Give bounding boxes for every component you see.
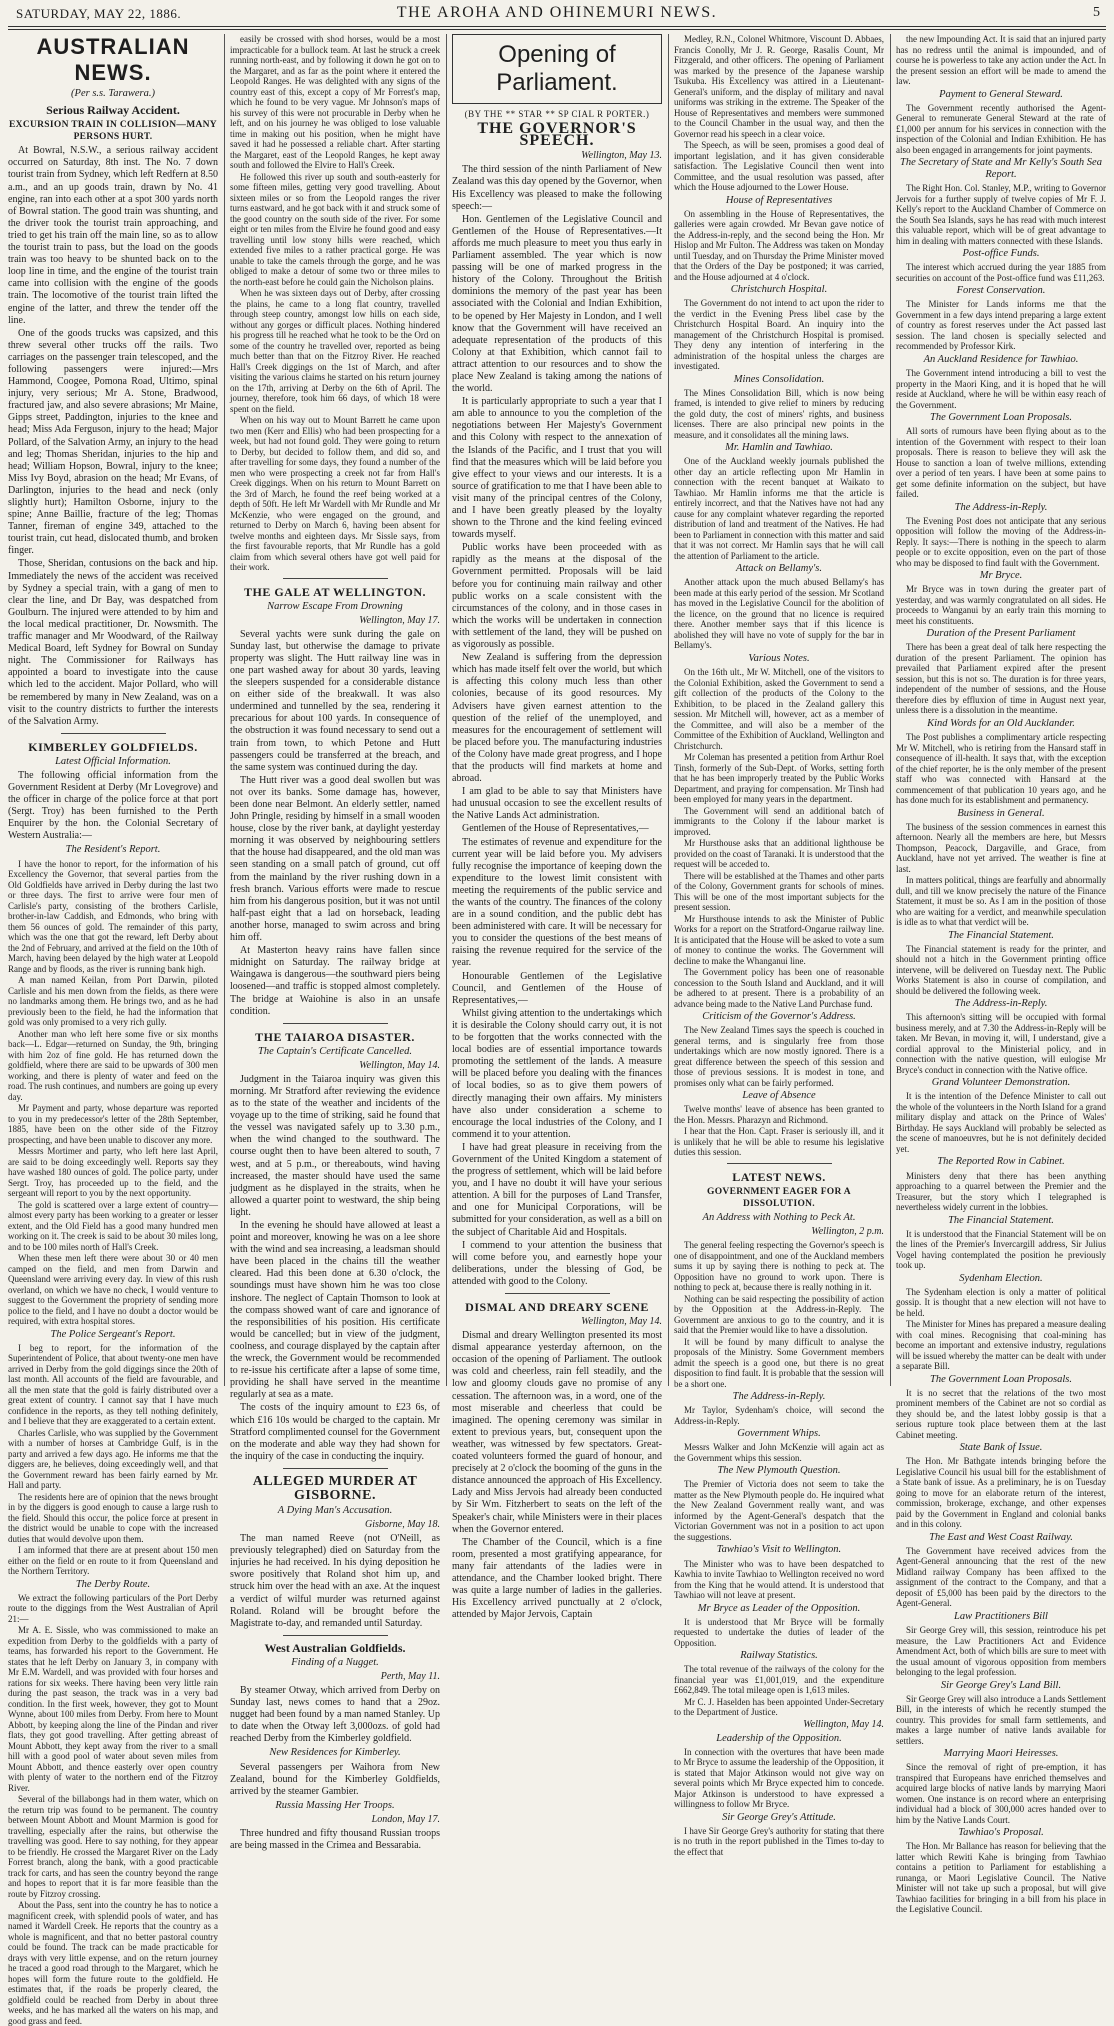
article-paragraph: The Government policy has been one of reasonable concession to the South Island and Auckland, and it will be adhered to at present. There is a probability of an advance being made to the Native Land Purchase fund.	[674, 967, 884, 1009]
article-subheading: Post-office Funds.	[962, 248, 1040, 260]
australian-news-heading: AUSTRALIAN NEWS.	[36, 34, 190, 85]
article-paragraph: Ministers deny that there has been anything approaching to a quarrel between the Premier and the Treasurer, but the story which I telegraphed is nevertheless widely current in the lobbies.	[896, 1170, 1106, 1212]
article-paragraph: Nothing can be said respecting the possibility of action by the Opposition at the Address-in-Reply. The Government are anxious to go to the country, and it is said that the Premier would like to have a dissolution.	[674, 1293, 884, 1336]
article-subheading: Narrow Escape From Drowning	[267, 600, 403, 612]
article-paragraph: The Sydenham election is only a matter of political gossip. It is thought that a new election will not have to be held.	[896, 1286, 1106, 1318]
article-paragraph: I hear that the Hon. Capt. Fraser is seriously ill, and it is unlikely that he will be able to resume his legislative duties this session.	[674, 1126, 884, 1158]
section-rule	[505, 1293, 610, 1294]
article-subheading: Tawhiao's Visit to Wellington.	[716, 1544, 842, 1556]
article-paragraph: It is the intention of the Defence Minister to call out the whole of the volunteers in the North Island for a grand military display and attack on the Prince of Wales' Birthday. He says Auckland will probably be selected as the scene of manoeuvres, but he is not definitely decided yet.	[896, 1091, 1106, 1154]
article-paragraph: Honourable Gentlemen of the Legislative Council, and Gentlemen of the House of Representatives,—	[452, 970, 662, 1006]
article-subheading: Sir George Grey's Attitude.	[722, 1811, 836, 1823]
article-paragraph: The Hutt river was a good deal swollen but was not over its banks. Some damage has, however, been done near Belmont. An elderly settler, named John Pringle, residing by himself in a small wooden house, close by the river bank, at daylight yesterday morning it was observed by neighbouring settlers that the house had disappeared, and the old man was seen standing on a small patch of ground, cut off from the mainland by the river rushing down in a fresh branch. Various efforts were made to rescue him from his dangerous position, but it was not until half-past eight that a lad on horseback, leading another horse, managed to swim across and bring him off.	[230, 774, 440, 944]
article-paragraph: The Hon. Mr Bathgate intends bringing before the Legislative Council his usual bill for the establishment of a State bank of issue. As a preliminary, he is on Tuesday going to move for an elaborate return of the interest, commission, brokerage, exchange, and other expenses paid by the Government in England and colonial banks and in this colony.	[896, 1456, 1106, 1530]
article-paragraph: Whilst giving attention to the undertakings which it is desirable the Colony should carry out, it is not to be forgotten that the works connected with the local bodies are of essential importance towards promoting the settlement of the lands. A measure will be placed before you dealing with the finances of local bodies, so as to give them powers of directly managing their own affairs. My ministers have also under consideration a scheme to encourage the local industries of the Colony, and I commend it to your attention.	[452, 1007, 662, 1140]
article-subheading: Finding of a Nugget.	[291, 1656, 379, 1668]
article-paragraph: On the 16th ult., Mr W. Mitchell, one of the visitors to the Colonial Exhibition, asked the Government to send a gift collection of the products of the Colony to the Exhibition, to be placed in the Zealand gallery this session. Mr Mitchell will, however, act as a member of the Committee, and will also be a member of the Committee of the Exhibition of Auckland, Wellington and Christchurch.	[674, 667, 884, 751]
article-paragraph: Messrs Mortimer and party, who left here last April, are said to be doing exceedingly well. Reports say they have washed 180 ounces of gold. The police party, under Sergt. Troy, has proceeded up to the field, and the sergeant will report to you by the next opportunity.	[8, 1146, 218, 1199]
article-paragraph: Those, Sheridan, contusions on the back and hip. Immediately the news of the accident was received by Sydney a special train, with a gang of men to clear the line, and Dr Bay, was despatched from Goulburn. The injured were attended to by him and the local medical practitioner, Dr. Nowsmith. The traffic manager and Mr Woodward, of the Railway Medical Board, left Sydney for Bowral on Sunday night. The Commissioner for Railways has appointed a board to investigate into the cause which led to the accident. Major Pollard, who will be remembered by many in New Zealand, was on a visit to the country districts to further the interests of the Salvation Army.	[8, 558, 218, 727]
article-paragraph: I am informed that there are at present about 150 men either on the field or en route to it from Queensland and the Northern Territory.	[8, 1545, 218, 1577]
section-rule	[727, 1163, 832, 1164]
section-rule	[283, 578, 388, 579]
column-4	[674, 34, 884, 1857]
article-subheading: Tawhiao's Proposal.	[958, 1827, 1044, 1839]
article-paragraph: When these men left there were about 30 or 40 men camped on the field, and men from Darwin and Queensland were arriving every day. In view of this rush overland, on which we have no check, I would venture to suggest to the Government the propriety of sending more police to the field, and I have no doubt a doctor would be required, with extra hospital stores.	[8, 1253, 218, 1327]
article-subheading: Duration of the Present Parliament	[926, 628, 1076, 640]
article-subheading: State Bank of Issue.	[959, 1442, 1043, 1454]
article-paragraph: When he was sixteen days out of Derby, after crossing the plains, he came to a long flat country, travelled through steep country, amongst low hills on each side, without any gorges or difficult places. Nothing hindered his progress till he reached what he took to be the Ord on some of the country he travelled over, reported as being much better than that on the Fitzroy River. He reached Hall's Creek diggings on the 1st of March, and after visiting the various claims he started on his return journey on the 17th, arriving at Derby on the 6th of April. The journey, therefore, took him 66 days, of which 18 were spent on the field.	[230, 288, 440, 414]
article-paragraph: He followed this river up south and south-easterly for some fifteen miles, getting very good travelling. About sixteen miles or so from the Leopold ranges the river turns eastward, and he got back with it and struck some of the good country on the south side of the river. For some eight or ten miles from the Elvire he found good and easy travelling until low stony hills were reached, which extended five miles to a rather practical gorge. He was unable to take the camels through the gorge, and he was obliged to make a detour of some two or three miles to the north-east before he could gain the Nicholson plains.	[230, 171, 440, 287]
article-subheading: The Address-in-Reply.	[732, 1391, 826, 1403]
article-paragraph: Mr Payment and party, whose departure was reported to you in my predecessor's letter of the 28th September, 1885, have been on the other side of the Fitzroy prospecting, and have been unable to discover any more.	[8, 1103, 218, 1145]
article-subheading: Mr Bryce as Leader of the Opposition.	[697, 1602, 861, 1614]
article-paragraph: Gentlemen of the House of Representatives,—	[462, 823, 649, 835]
article-paragraph: Judgment in the Taiaroa inquiry was given this morning. Mr Stratford after reviewing the evidence as to the state of the weather and incidents of the voyage up to the time of striking, said he found that the vessel was navigated safely up to 3.30 p.m., when the wind changed to the southward. The course ought then to have been altered to south, 7 west, and at 5 p.m., or thereabouts, wind having increased, the master should have used the same judgment as he displayed in the straits, when he allowed a quarter point to westward, the ship being light.	[230, 1073, 440, 1218]
article-paragraph: The gold is scattered over a large extent of country—almost every party has been working to a greater or lesser extent, and the Old Field has a good many hundred men working on it. The creek is said to be about 30 miles long, and to be 100 miles north of Hall's Creek.	[8, 1199, 218, 1252]
article-subheading: The Address-in-Reply.	[954, 998, 1048, 1010]
article-paragraph: The Chamber of the Council, which is a fine room, presented a most gratifying appearance, for many fair attendants of the ladies were in attendance, and the Chamber looked bright. There was quite a large number of ladies in the galleries. His Excellency arrived punctually at 2 o'clock, attended by Major Jervois, Captain	[452, 1536, 662, 1621]
article-subheading: The New Plymouth Question.	[717, 1465, 841, 1477]
dateline: Wellington, 2 p.m.	[811, 1226, 884, 1238]
article-subheading: Mines Consolidation.	[733, 373, 825, 385]
article-paragraph: The following official information from the Government Resident at Derby (Mr Lovegrove) and the officer in charge of the police force at that port (Sergt. Troy) has been furnished to the Perth Enquirer by the hon. the Colonial Secretary of Western Australia:—	[8, 769, 218, 842]
article-subheading: The Captain's Certificate Cancelled.	[258, 1045, 412, 1057]
article-paragraph: the new Impounding Act. It is said that an injured party has no redress until the animal is impounded, and of course he is powerless to take any action under the Act. In the present session an effort will be made to amend the law.	[896, 34, 1106, 86]
article-heading: THE GALE AT WELLINGTON.	[243, 584, 426, 599]
article-paragraph: The Minister for Lands informs me that the Government in a few days intend preparing a large extent of country as forest reserves under the Act passed last session. The land chosen is specially selected and recommended by Professor Kirk.	[896, 299, 1106, 352]
article-heading: THE GOVERNOR'S SPEECH.	[477, 120, 637, 150]
article-paragraph: Messrs Walker and John McKenzie will again act as the Government whips this session.	[674, 1442, 884, 1463]
article-subheading: House of Representatives	[725, 194, 833, 206]
article-paragraph: The New Zealand Times says the speech is couched in general terms, and is singularly free from those undertakings which are now mostly ignored. There is a great difference between the speech of this session and those of previous sessions. It is modest in tone, and promises only what can be fairly performed.	[674, 1025, 884, 1088]
section-rule	[283, 1023, 388, 1024]
section-rule	[61, 733, 166, 734]
article-paragraph: I beg to report, for the information of the Superintendent of Police, that about twenty-one men have arrived in Derby from the gold diggings since the 20th of last month. All accounts of the field are favourable, and all the men state that the gold is fairly distributed over a great extent of country. I cannot say that I have much confidence in the reports, as they tell nothing definitely, and I believe that they are exaggerated to a certain extent.	[8, 1342, 218, 1427]
article-paragraph: There will be established at the Thames and other parts of the Colony, Government grants for schools of mines. This will be one of the most important subjects for the present session.	[674, 870, 884, 913]
article-paragraph: Several passengers per Waihora from New Zealand, bound for the Kimberley Goldfields, arrived by the steamer Gambier.	[230, 1761, 440, 1797]
article-heading: LATEST NEWS.	[732, 1169, 826, 1184]
article-subheading: Sir George Grey's Land Bill.	[940, 1679, 1062, 1691]
column-3	[452, 34, 662, 1621]
column-4b-anchor	[674, 34, 884, 35]
article-subheading: Mr. Hamlin and Tawhiao.	[725, 442, 833, 454]
article-subheading: The Police Sergeant's Report.	[50, 1328, 176, 1340]
article-paragraph: The residents here are of opinion that the news brought in by the diggers is good enough to cause a large rush to the field. Should this occur, the police force at present in the district would be unable to cope with the increased duties that would devolve upon them.	[8, 1491, 218, 1544]
article-paragraph: The Financial statement is ready for the printer, and should not a hitch in the Government printing office intervene, will be delivered on Tuesday next. The Public Works Statement is also in course of compilation, and should be delivered the following week.	[896, 943, 1106, 996]
article-paragraph: Sir George Grey will also introduce a Lands Settlement Bill, in the interests of which he recently stumped the country. This provides for small farm settlements, and makes a large number of native lands available for settlers.	[896, 1693, 1106, 1746]
dateline: Wellington, May 17.	[359, 614, 440, 626]
column-divider	[890, 34, 891, 1386]
column-divider	[668, 34, 669, 1386]
page-number: 5	[1093, 5, 1100, 20]
article-paragraph: Sir George Grey will, this session, reintroduce his pet measure, the Law Practitioners Act and Evidence Amendment Act, both of which bills are sure to meet with the usual amount of vigorous opposition from members belonging to the legal profession.	[896, 1625, 1106, 1678]
article-paragraph: This afternoon's sitting will be occupied with formal business merely, and at 7.30 the Address-in-Reply will be taken. Mr Bevan, in moving it, will, I understand, give a cordial approval to the Ministerial policy, and in connection with the native question, will eulogise Mr Bryce's conduct in connection with the Native office.	[896, 1012, 1106, 1075]
article-paragraph: Twelve months' leave of absence has been granted to the Hon. Messrs. Pharazyn and Richmond.	[674, 1104, 884, 1125]
article-subheading: The Financial Statement.	[948, 1214, 1054, 1226]
article-paragraph: New Zealand is suffering from the depression which has made itself felt over the world, but which is affecting this colony much less than other colonies, because of its good resources. My Advisers have given earnest attention to the question of the relief of the unemployed, and measures for the encouragement of settlement will be placed before you. The manufacturing industries of the Colony have made great progress, and I hope that the products will find markets at home and abroad.	[452, 652, 662, 785]
article-subheading: The Secretary of State and Mr Kelly's South Sea Report.	[900, 157, 1102, 181]
article-paragraph: It is no secret that the relations of the two most prominent members of the Cabinet are not so cordial as they should be, and the latest lobby gossip is that a serious rupture took place between them at the last Cabinet meeting.	[896, 1387, 1106, 1440]
article-subheading: Russia Massing Her Troops.	[275, 1799, 395, 1811]
article-subheading: Forest Conservation.	[956, 285, 1046, 297]
article-paragraph: The Government recently authorised the Agent-General to remunerate General Steward at the rate of £1,000 per annum for his services in connection with the inspection of the Colonial and Indian Exhibition. He has also been engaged in arrangements for joint payments.	[896, 102, 1106, 155]
article-paragraph: A man named Keilan, from Port Darwin, piloted Carlisle and his men down from the fields, as there were no landmarks among them. He brings two, and as he had previously been to the field, he had the information that gold was only promised to a very rich gully.	[8, 975, 218, 1028]
article-paragraph: The Government have received advices from the Agent-General announcing that the rest of the new Midland railway Company has been affixed to the assignment of the contract to the Company, and that a deposit of £5,000 has been paid by the directors to the Agent-General.	[896, 1545, 1106, 1609]
article-paragraph: One of the Auckland weekly journals published the other day an article reflecting upon Mr Hamlin in connection with the recent banquet at Waikato to Tawhiao. Mr Hamlin informs me that the article is entirely incorrect, and that the Natives have not had any cause for any complaint whatever regarding the reported distribution of land and treatment of the Natives. He had been to Parliament in connection with this matter and said that it was not correct. Mr Hamlin says that he will call the attention of Parliament to the article.	[674, 456, 884, 561]
section-rule	[283, 1635, 388, 1636]
article-heading: KIMBERLEY GOLDFIELDS.	[28, 739, 198, 754]
article-paragraph: I have had great pleasure in receiving from the Government of the United Kingdom a statement of the progress of settlement, which will be laid before you, and I have no doubt it will have your serious attention. A bill for the purposes of Land Transfer, and one for Municipal Corporations, will be submitted for your consideration, as well as a bill on the subject of Charitable Aid and Hospitals.	[452, 1141, 662, 1238]
column-2	[230, 34, 440, 1852]
byline: (BY THE ** STAR ** SP CIAL R PORTER.)	[464, 109, 650, 119]
article-paragraph: The estimates of revenue and expenditure for the current year will be laid before you. My advisers fully recognise the importance of keeping down the expenditure to the lowest limit consistent with meeting the requirements of the public service and the wants of the country. The finances of the colony are in a sound condition, and the public debt has been administered with care. It will be necessary for you to consider the questions of the best means of raising the revenue required for the service of the year.	[452, 836, 662, 969]
article-paragraph: On assembling in the House of Representatives, the galleries were again crowded. Mr Bevan gave notice of the Address-in-reply, and the second being the Hon. Mr Hislop and Mr Fulton. The Address was taken on Monday until Tuesday, and on Thursday the Prime Minister moved that the Orders of the Day be postponed; it was carried, and the House adjourned at 4 o'clock.	[674, 208, 884, 282]
section-rule	[283, 1468, 388, 1469]
article-paragraph: The interest which accrued during the year 1885 from securities on account of the Post-office fund was £11,263.	[896, 262, 1106, 283]
article-subheading: An Address with Nothing to Peck At.	[702, 1211, 856, 1223]
article-subheading: Latest Official Information.	[55, 755, 171, 767]
source-line: (Per s.s. Tarawera.)	[71, 88, 155, 99]
article-subheading: The Derby Route.	[75, 1578, 151, 1590]
article-paragraph: The costs of the inquiry amount to £23 6s, of which £16 10s would be charged to the captain. Mr Stratford complimented counsel for the Government on the moderate and able way they had shown for the inquiry of the case in conducting the inquiry.	[230, 1402, 440, 1462]
article-paragraph: The Mines Consolidation Bill, which is now being framed, is intended to give relief to miners by reducing the gold duty, the cost of miners' rights, and business licenses. There are also principal new points in the measure, and it consolidates all the mining laws.	[674, 387, 884, 440]
article-paragraph: I commend to your attention the business that will come before you, and earnestly hope your deliberations, under the blessing of God, be attended with good to the Colony.	[452, 1239, 662, 1287]
article-paragraph: Mr Taylor, Sydenham's choice, will second the Address-in-Reply.	[674, 1405, 884, 1426]
article-subheading: The Government Loan Proposals.	[930, 412, 1072, 424]
dateline: Gisborne, May 18.	[365, 1518, 440, 1530]
article-subheading: New Residences for Kimberley.	[269, 1747, 401, 1759]
article-subheading: Business in General.	[957, 807, 1045, 819]
article-subheading: Government Whips.	[737, 1428, 821, 1440]
article-subheading: A Dying Man's Accusation.	[277, 1504, 393, 1516]
issue-date: SATURDAY, MAY 22, 1886.	[16, 6, 182, 21]
article-paragraph: easily be crossed with shod horses, would be a most impracticable for a bullock team. At last he struck a creek running north-east, and by following it down he got on to the Margaret, and as far as the point where it entered the Leopold Ranges. He was delighted with any signs of the country east of this, except a copy of Mr Forrest's map, which he found to be very vague. Mr Johnson's maps of his survey of this were not procurable in Derby when he left, and on his journey he was obliged to lose valuable time in making out his position, when he might have saved it had he possessed a reliable chart. After starting the Margaret, east of the Leopold Ranges, he kept away south and followed the Elvire to Hall's Creek.	[230, 34, 440, 170]
article-paragraph: The Post publishes a complimentary article respecting Mr W. Mitchell, who is retiring from the Hansard staff in consequence of ill-health. It says that, with the exception of the chief reporter, he is the only member of the present staff who was connected with Hansard at the commencement of that publication 10 years ago, and he has done much for its establishment and permanency.	[896, 732, 1106, 806]
article-paragraph: In the evening he should have allowed at least a point and moreover, knowing he was on a lee shore with the wind and sea increasing, a leadsman should have been placed in the chains till the weather cleared. Had this been done at 6.30 o'clock, the soundings must have shown him he was too close inshore. The neglect of Captain Thomson to look at the compass showed want of care and ignorance of the responsibilities of his position. His certificate would be cancelled; but in view of the judgment, coolness, and courage displayed by the captain after the wreck, the Government would be recommended to re-issue his certificate after a lapse of some time, providing he shall have served in the meantime regularly at sea as a mate.	[230, 1220, 440, 1401]
article-heading: THE TAIAROA DISASTER.	[255, 1029, 415, 1044]
article-paragraph: Mr C. J. Haselden has been appointed Under-Secretary to the Department of Justice.	[674, 1696, 884, 1718]
article-subheading: The Resident's Report.	[65, 844, 161, 856]
article-paragraph: Another attack upon the much abused Bellamy's has been made at this early period of the session. Mr Scotland has moved in the Legislative Council for the abolition of the licence, on the ground that no licence is required there. Another member says that if this licence is abolished they will have no vote of supply for the bar in Bellamy's.	[674, 577, 884, 651]
article-paragraph: Charles Carlisle, who was supplied by the Government with a number of horses at Cambridge Gulf, is in the party and arrived a few days ago. He informs me that the diggers are, he believes, doing exceedingly well, and that the Government reward has been fairly earned by Mr. Hall and party.	[8, 1427, 218, 1491]
article-paragraph: Mr Hursthouse intends to ask the Minister of Public Works for a report on the Stratford-Ongarue railway line. It is anticipated that the House will be asked to vote a sum of money to continue the works. The Government will decline to make the Whanganui line.	[674, 913, 884, 966]
article-paragraph: Public works have been proceeded with as rapidly as the means at the disposal of the Government permitted. Proposals will be laid before you for continuing main railway and other public works on a scale consistent with the circumstances of the colony, and in those cases in which the works will be undertaken in connection with settlement of the land, they will be pushed on as vigorously as possible.	[452, 542, 662, 651]
article-paragraph: We extract the following particulars of the Port Derby route to the diggings from the West Australian of April 21:—	[8, 1592, 218, 1624]
article-subheading: Kind Words for an Old Aucklander.	[927, 717, 1075, 729]
article-subheading: Criticism of the Governor's Address.	[702, 1011, 856, 1023]
article-subheading: The Government Loan Proposals.	[930, 1373, 1072, 1385]
article-paragraph: Dismal and dreary Wellington presented its most dismal appearance yesterday afternoon, on the occasion of the opening of Parliament. The outlook was cold and cheerless, rain fell steadily, and the low and gloomy clouds gave no promise of any cessation. The afternoon was, in a word, one of the most miserable and cheerless that could be imagined. The opening ceremony was similar in extent to previous years, but, consequent upon the weather, was witnessed by few spectators. Great-coated volunteers formed the guard of honour, and precisely at 2 o'clock the booming of the guns in the distance announced the approach of His Excellency. Lady and Miss Jervois had already been conducted by Sir Wm. Fitzherbert to seats on the left of the Speaker's chair, while Ministers were in their places when the Governor entered.	[452, 1330, 662, 1535]
article-paragraph: The Evening Post does not anticipate that any serious opposition will follow the moving of the Address-in-Reply. It says:—There is nothing in the speech to alarm people or to excite opposition, even on the part of those who may be disposed to find fault with the Government.	[896, 515, 1106, 568]
masthead	[0, 0, 1114, 26]
article-paragraph: The man named Reeve (not O'Neill, as previously telegraphed) died on Saturday from the injuries he had received. In his dying deposition he swore positively that Roland shot him up, and struck him over the head with an axe. At the inquest a verdict of wilful murder was returned against Roland. Roland will be brought before the Magistrate to-day, and remanded until Saturday.	[230, 1533, 440, 1629]
article-subheading: Mr Bryce.	[979, 570, 1023, 582]
article-paragraph: The third session of the ninth Parliament of New Zealand was this day opened by the Governor, when His Excellency was pleased to make the following speech:—	[452, 164, 662, 212]
article-paragraph: There has been a great deal of talk here respecting the duration of the present Parliament. The opinion has prevailed that Parliament expired after the present session, but this is not so. The duration is for three years, independent of the number of sessions, and the House therefore dies by effluxion of time in August next year, unless there is a dissolution in the meantime.	[896, 642, 1106, 716]
article-paragraph: The Government will send an additional batch of immigrants to the Colony if the labour market is improved.	[674, 805, 884, 837]
opening-of-parliament-banner: Opening of Parliament.	[452, 34, 662, 104]
article-paragraph: It is particularly appropriate to such a year that I am able to announce to you the completion of the negotiations between Her Majesty's Government and this Colony with respect to the annexation of the Islands of the Pacific, and I trust that you will find that the measures which will be laid before you give effect to your views and our interests. It is a source of gratification to me that I have been able to visit many of the principal centres of the Colony, and I have been greatly pleased by the loyalty shown to the Throne and the kind feeling evinced towards myself.	[452, 396, 662, 541]
article-paragraph: Another man who left here some five or six months back—L. Edgar—returned on Sunday, the 9th, bringing with him 2oz of fine gold. He has returned down the goldfield, where there are said to be upwards of 300 men working, and there is plenty of water and feed on the road. The rush continues, and numbers are going up every day.	[8, 1028, 218, 1102]
article-paragraph: Medley, R.N., Colonel Whitmore, Viscount D. Abbaes, Francis Conolly, Mr J. R. George, Rasalis Count, Mr Fitzgerald, and other officers. The opening of Parliament was marked by the presence of the Japanese warship Tsukuba. His Excellency was attired in a Lieutenant-General's uniform, and the display of military and naval uniforms was striking in the extreme. The Speaker of the House of Representatives and members were summoned to the Council Chamber in the usual way, and then the Governor read his speech in a clear voice.	[674, 34, 884, 139]
article-paragraph: All sorts of rumours have been flying about as to the intention of the Government with respect to their loan proposals. There is reason to believe they will ask the House to sanction a loan of twelve millions, extending over a period of ten years. I have been at some pains to get some definite information on the subject, but have failed.	[896, 426, 1106, 500]
article-paragraph: It is understood that Mr Bryce will be formally requested to undertake the duties of leader of the Opposition.	[674, 1616, 884, 1648]
column-divider	[224, 34, 225, 1386]
article-paragraph: The Premier of Victoria does not seem to take the matter as the New Plymouth people do. He inquired what the New Zealand Government really want, and was informed by the Agent-General's despatch that the Victorian Government was not in a position to act upon the suggestions.	[674, 1479, 884, 1542]
column-5	[896, 34, 1106, 1915]
article-paragraph: I have Sir George Grey's authority for stating that there is no truth in the report published in the Times to-day to the effect that	[674, 1825, 884, 1857]
article-paragraph: Hon. Gentlemen of the Legislative Council and Gentlemen of the House of Representatives.—It affords me much pleasure to meet you thus early in Parliament assembled. The year which is now passing will be one of marked progress in the history of the Colony. Throughout the British dominions the memory of the past year has been associated with the Colonial and Indian Exhibition, to be opened by Her Majesty in London, and I well know that the Government will have received an adequate representation of the products of this Colony at that Exhibition, which cannot fail to attract attention to our resources and to show the place New Zealand is taking among the nations of the world.	[452, 213, 662, 395]
article-paragraph: In matters political, things are fearfully and abnormally dull, and till we know precisely the nature of the Finance Statement, it must be so. As I am in the position of those who are waiting for a verdict, and meanwhile speculation is idle as to what that verdict will be.	[896, 875, 1106, 928]
article-subheading: Railway Statistics.	[740, 1650, 818, 1662]
newspaper-title: THE AROHA AND OHINEMURI NEWS.	[396, 4, 718, 21]
dateline: Wellington, May 14.	[359, 1059, 440, 1071]
article-paragraph: Several yachts were sunk during the gale on Sunday last, but otherwise the damage to private property was slight. The Hutt railway line was in one part washed away for about 30 yards, leaving the sleepers suspended for a considerable distance on either side of the breakwall. It was also undermined and tunnelled by the sea, rendering it precarious for about 100 yards. In consequence of the obstruction it was found necessary to send out a train from town, to which Petone and Hutt passengers could be transferred at the breach, and the same system was continued during the day.	[230, 628, 440, 773]
article-subheading: Law Practitioners Bill	[954, 1610, 1048, 1622]
article-paragraph: The business of the session commences in earnest this afternoon. Nearly all the members are here, but Messrs Thompson, Peacock, Dargaville, and Grace, from Auckland, have not yet arrived. The weather is fine at last.	[896, 821, 1106, 874]
article-paragraph: The Minister for Mines has prepared a measure dealing with coal mines. Recognising that coal-mining has become an important and extensive industry, regulations will be issued whereby the matter can be dealt with under a separate Bill.	[896, 1319, 1106, 1372]
dateline: Wellington, May 13.	[581, 150, 662, 162]
article-subheading: The Financial Statement.	[948, 929, 1054, 941]
article-subheading: An Auckland Residence for Tawhiao.	[923, 353, 1079, 365]
article-paragraph: The Speech, as will be seen, promises a good deal of important legislation, and it has given considerable satisfaction. The Legislative Council then went into Committee, and the usual resolution was passed, after which the House adjourned to the Lower House.	[674, 140, 884, 192]
article-paragraph: The Government intend introducing a bill to vest the property in the Maori King, and it is hoped that he will reside at Auckland, where he will be within easy reach of the Government.	[896, 368, 1106, 410]
dateline: Perth, May 11.	[380, 1670, 440, 1682]
article-paragraph: I have the honor to report, for the information of his Excellency the Governor, that several parties from the Old Goldfields have arrived in Derby during the last two or three days. The first to arrive were four men of Carlisle's party, consisting of the brothers Carlisle, brother-in-law Caddish, and Edmonds, who bring with them 56 ounces of gold. The remainder of this party, which was the one that got the reward, left Derby about the 2nd of February, and arrived at the field on the 10th of March, having been delayed by the high water at Leopold Range and by floods, as the river is running bank high.	[8, 858, 218, 974]
article-subheading: Christchurch Hospital.	[730, 284, 828, 296]
column-1	[8, 34, 218, 2026]
article-paragraph: Mr Coleman has presented a petition from Arthur Roel Tinsh, formerly of the Sub-Dept. of Works, setting forth that he has been improperly treated by the Public Works Department, and praying for compensation. Mr Tinsh had been employed for many years in the department.	[674, 752, 884, 805]
masthead-rule-top	[8, 26, 1106, 27]
article-subheading: The Address-in-Reply.	[954, 501, 1048, 513]
article-paragraph: Since the removal of right of pre-emption, it has transpired that Europeans have enriched themselves and acquired large blocks of native lands by marrying Maori women. One instance is on record where an enterprising individual had a block of 300,000 acres handed over to him by the Native Lands Court.	[896, 1762, 1106, 1825]
article-subheading: GOVERNMENT EAGER FOR A DISSOLUTION.	[707, 1186, 851, 1209]
article-paragraph: The Hon. Mr Ballance has reason for believing that the latter which Rewiti Kahe is bringing from Tawhiao contains a petition to Parliament for establishing a runanga, or Maori Legislative Council. The Native Minister will not take up such a proposal, but will give Tawhiao facilities for bringing in a bill from his place in the Legislative Council.	[896, 1841, 1106, 1915]
article-subheading: Sydenham Election.	[959, 1272, 1043, 1284]
article-heading: West Australian Goldfields.	[264, 1640, 406, 1655]
article-subheading: Leave of Absence	[742, 1090, 816, 1102]
article-subheading: Grand Volunteer Demonstration.	[931, 1077, 1071, 1089]
article-heading: ALLEGED MURDER AT GISBORNE.	[252, 1473, 418, 1503]
article-paragraph: I am glad to be able to say that Ministers have had unusual occasion to see the excellent results of the Native Lands Act administration.	[452, 786, 662, 822]
article-paragraph: The Government do not intend to act upon the rider to the verdict in the Evening Press libel case by the Christchurch Hospital Board. An inquiry into the management of the Christchurch Hospital is promised. They deny any intention of interfering in the administration of the hospital unless the charges are investigated.	[674, 298, 884, 372]
article-paragraph: The general feeling respecting the Governor's speech is one of disappointment, and one of the Auckland members sums it up by saying there is nothing to peck at. The Opposition have no ground to work upon. There is nothing to peck at, because there is really nothing in it.	[674, 1240, 884, 1293]
article-heading: DISMAL AND DREARY SCENE	[465, 1300, 649, 1314]
article-heading: Serious Railway Accident.	[46, 103, 180, 118]
article-paragraph: Three hundred and fifty thousand Russian troops are being massed in the Crimea and Bessarabia.	[230, 1828, 440, 1852]
article-paragraph: In connection with the overtures that have been made to Mr Bryce to assume the leadership of the Opposition, it is stated that Major Atkinson would not give way on several points which Mr Bryce expected him to concede. Major Atkinson is understood to have expressed a willingness to follow Mr Bryce.	[674, 1746, 884, 1810]
article-paragraph: Mr A. E. Sissle, who was commissioned to make an expedition from Derby to the goldfields with a party of teams, has forwarded his report to the Government. He states that he left Derby on January 3, in company with Mr E.M. Wardell, and was provided with four horses and rations for six weeks. There having been very little rain during the past season, the track was in a very bad condition. In the first week, however, they got to Mount Wynne, about 100 miles from Derby. From here to Mount Abbott, by keeping along the line of the Pindan and river flats, they got good travelling. After getting abreast of Mount Abbott, they kept away from the river to a small hill with a good pool of water about seven miles from Mount Abbott, and thence easterly over open country with plenty of water to the northern end of the Fitzroy River.	[8, 1625, 218, 1793]
article-paragraph: Several of the billabongs had in them water, which on the return trip was found to be permanent. The country between Mount Abbott and Mount Marmion is good for travelling, especially after the rains, but otherwise the travelling was good. Here to say nothing, for they appear to be friendly. He crossed the Margaret River on the Lady Forrest branch, along the bank, with a good practicable track for carts, and has seen the country beyond the range and hopes to report that it is far more feasible than the route by Fitzroy crossing.	[8, 1794, 218, 1899]
dateline: Wellington, May 14.	[581, 1316, 662, 1327]
column-divider	[446, 34, 447, 1386]
article-subheading: Marrying Maori Heiresses.	[943, 1748, 1059, 1760]
dateline: Wellington, May 14.	[803, 1718, 884, 1730]
article-paragraph: It is understood that the Financial Statement will be on the lines of the Premier's Invercargill address, Sir Julius Vogel having contemplated the position he previously took up.	[896, 1228, 1106, 1271]
article-paragraph: At Bowral, N.S.W., a serious railway accident occurred on Saturday, 8th inst. The No. 7 down tourist train from Sydney, which left Redfern at 8.50 a.m., and an up goods train, drawn by No. 41 engine, ran into each other at a spot 300 yards north of Bowral station. The good train was shunting, and the driver took the tourist train approaching, and tried to get his train off the main line, so as to allow the tourist train to pass, but the load on the goods train was too heavy to be shunted back on to the loop line in time, and the engine of the tourist train came into collision with the engine of the goods train. The locomotive of the tourist train lifted the engine of the latter, and threw the tender off the line.	[8, 145, 218, 326]
dateline: London, May 17.	[371, 1813, 440, 1825]
article-paragraph: When on his way out to Mount Barrett he came upon two men (Kerr and Ellis) who had been prospecting for a week, but had not found gold. They were going to return to Derby, but decided to follow them, and did so, and after travelling for some days, they found a number of the men who were prospecting a creek not far from Hall's Creek diggings. When on his return to Mount Barrett on the 3rd of March, he found the reef being worked at a depth of 50ft. He left Mr Wardell with Mr Rundle and Mr McKenzie, who were engaged on the ground, and returned to Derby on March 6, having been absent for twelve months and eighteen days. Mr Sissle says, from the first favourable reports, that Mr Rundle has a gold claim from which several others have got well paid for their work.	[230, 415, 440, 572]
article-paragraph: It will be found by many difficult to analyse the proposals of the Ministry. Some Government members admit the speech is a good one, but there is no great disposition to find fault. It is probable that the session will be a short one.	[674, 1336, 884, 1389]
article-paragraph: By steamer Otway, which arrived from Derby on Sunday last, news comes to hand that a 29oz. nugget had been found by a man named Stanley. Up to date when the Otway left 3,000ozs. of gold had reached Derby from the Kimberley goldfield.	[230, 1685, 440, 1745]
article-paragraph: One of the goods trucks was capsized, and this threw several other trucks off the rails. Two carriages on the passenger train telescoped, and the following passengers were injured:—Mrs Hammond, Coogee, Pomona Road, Ultimo, spinal injury, very serious; Mr A. Stone, Bradwood, fractured jaw, and also severe abrasions; Mr Maine, Gipps street, Paddington, injuries to the knee and head; Miss Ada Ferguson, injury to the head; Major Pollard, of the Salvation Army, an injury to the head and leg; Thomas Sheridan, injuries to the hip and head; William Hopson, Bowral, injury to the knee; Miss Ivy Boyd, abrasion on the head; Mr Evans, of Darlington, injuries to the head and neck (only slightly hurt); Hamilton Osborne, injury to the spine; Anne Baillie, fracture of the leg; Thomas Tanner, fireman of engine 349, attached to the tourist train, cut head, dislocated thumb, and broken finger.	[8, 327, 218, 557]
article-paragraph: The Minister who was to have been despatched to Kawhia to invite Tawhiao to Wellington received no word from the King that he would attend. It is understood that Tawhiao will not leave at present.	[674, 1558, 884, 1600]
article-paragraph: At Masterton heavy rains have fallen since midnight on Saturday. The railway bridge at Waingawa is dangerous—the southward piers being loosened—and traffic is stopped almost completely. The bridge at Waiohine is also in an unsafe condition.	[230, 945, 440, 1017]
article-paragraph: Mr Hursthouse asks that an additional lighthouse be provided on the coast of Taranaki. It is understood that the request will be acceded to.	[674, 838, 884, 870]
article-subheading: Payment to General Steward.	[939, 88, 1063, 100]
article-paragraph: About the Pass, sent into the country he has to notice a magnificent creek, with splendid pools of water, and has named it Wardell Creek. He reports that the country as a whole is magnificent, and that no better pastoral country could be found. The track can be made practicable for drays with very little expense, and on the return journey he traced a good road through to the Margaret, which he hopes will form the future route to the goldfield. He estimates that, if the roads be properly cleared, the goldfield could be reached from Derby in about three weeks, and he has marked all the waters on his map, and good grass and feed.	[8, 1900, 218, 2026]
article-subheading: EXCURSION TRAIN IN COLLISION—MANY PERSONS HURT.	[9, 120, 217, 143]
article-subheading: Leadership of the Opposition.	[716, 1732, 842, 1744]
article-subheading: Attack on Bellamy's.	[736, 563, 822, 575]
article-subheading: The Reported Row in Cabinet.	[937, 1156, 1065, 1168]
article-subheading: Various Notes.	[748, 652, 810, 664]
article-paragraph: The total revenue of the railways of the colony for the financial year was £1,001,019, and the expenditure £662,849. The total mileage open is 1,613 miles.	[674, 1664, 884, 1696]
article-paragraph: Mr Bryce was in town during the greater part of yesterday, and was warmly congratulated on all sides. He proceeds to Wanganui by an early train this morning to meet his constituents.	[896, 584, 1106, 626]
article-paragraph: The Right Hon. Col. Stanley, M.P., writing to Governor Jervois for a further supply of twelve copies of Mr F. J. Kelly's report to the Auckland Chamber of Commerce on the South Sea Islands, says he has read with much interest this valuable report, which will be of great advantage to him in dealing with matters connected with these Islands.	[896, 183, 1106, 246]
masthead-rule-bottom	[8, 29, 1106, 30]
article-subheading: The East and West Coast Railway.	[929, 1531, 1073, 1543]
